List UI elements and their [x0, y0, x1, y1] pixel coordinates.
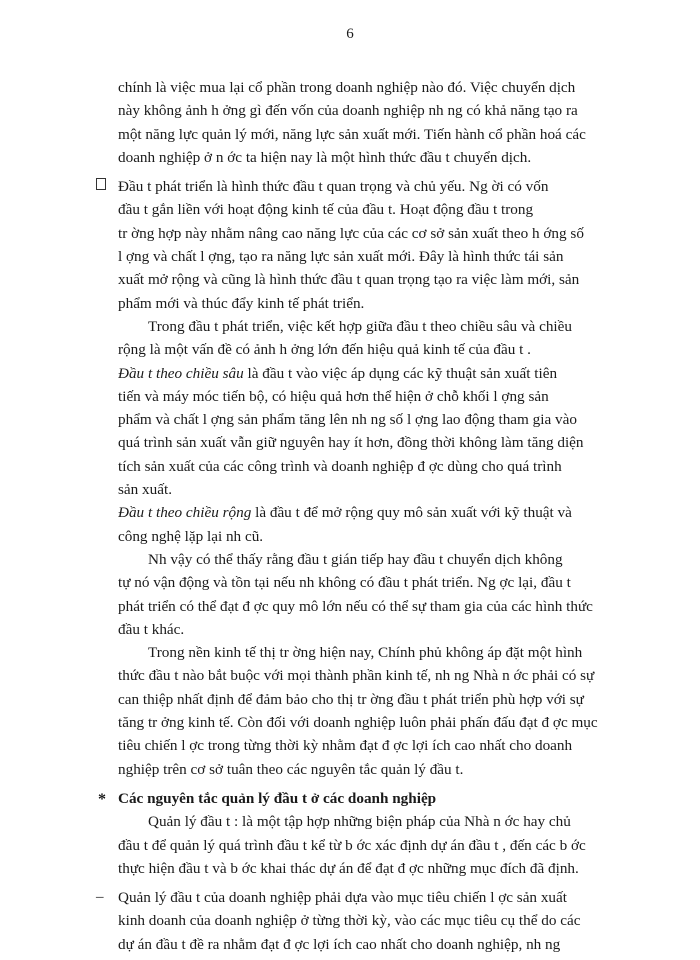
text-line: tự nó vận động và tồn tại nếu nh không có đầu t phát triển. Ng ợc lại, đầu t — [118, 574, 571, 592]
text-line: tăng tr ởng kinh tế. Còn đối với doanh nghiệp luôn phải phấn đấu đạt đ ợc mục — [118, 714, 598, 732]
text-line: quá trình sản xuất vẫn giữ nguyên hay ít hơn, đồng thời không làm tăng diện — [118, 434, 584, 452]
text-line — [118, 501, 638, 524]
term-depth-investment: Đầu t theo chiều sâu — [118, 364, 244, 382]
text-line: phẩm và chất l ợng sản phẩm tăng lên nh ng số l ợng lao động tham gia vào — [118, 411, 577, 429]
text-line: sản xuất. — [118, 481, 172, 499]
text-line: đầu t để quản lý quá trình đầu t kể từ b ớc xác định dự án đầu t , đến các b ớc — [118, 836, 586, 854]
text-line: một năng lực quản lý mới, năng lực sản xuất mới. Tiến hành cổ phần hoá các — [118, 125, 586, 143]
dash-bullet-icon: – — [96, 889, 104, 906]
text-line: l ợng và chất l ợng, tạo ra năng lực sản xuất mới. Đây là hình thức tái sản — [118, 248, 564, 266]
section-heading-text: Các nguyên tắc quản lý đầu t ở các doanh nghiệp — [118, 789, 437, 807]
bullet-management-strategy — [96, 886, 638, 956]
paragraph-management-strategy — [118, 886, 638, 956]
text-line: nghiệp trên cơ sở tuân theo các nguyên tắc quản lý đầu t. — [118, 760, 464, 778]
paragraph-management-definition — [118, 810, 638, 880]
paragraph-conclusion — [118, 548, 638, 641]
text-line: công nghệ lặp lại nh cũ. — [118, 527, 264, 545]
paragraph-depth-breadth — [118, 315, 638, 362]
text-line: Quản lý đầu t : là một tập hợp những biện pháp của Nhà n ớc hay chủ — [148, 813, 571, 831]
text-line: dự án đầu t đề ra nhằm đạt đ ợc lợi ích cao nhất cho doanh nghiệp, nh ng — [118, 935, 561, 953]
text-line: phát triển có thể đạt đ ợc quy mô lớn nếu có thể sự tham gia của các hình thức — [118, 597, 593, 615]
text-line: doanh nghiệp ở n ớc ta hiện nay là một hình thức đầu t chuyển dịch. — [118, 148, 532, 166]
page-body — [96, 76, 638, 956]
paragraph-development-investment — [118, 175, 638, 315]
text-line — [118, 362, 638, 385]
paragraph-breadth-investment — [118, 501, 638, 548]
page-number: 6 — [346, 26, 354, 42]
text-fragment: là đầu t vào việc áp dụng các kỹ thuật sản xuất tiên — [243, 364, 558, 382]
asterisk-icon: * — [98, 790, 106, 808]
bullet-development-investment — [118, 175, 638, 315]
text-line: Đầu t phát triển là hình thức đầu t quan trọng và chủ yếu. Ng ời có vốn — [118, 178, 549, 196]
text-line: tiến và máy móc tiến bộ, có hiệu quả hơn thể hiện ở chỗ khối l ợng sản — [118, 387, 549, 405]
term-breadth-investment: Đầu t theo chiều rộng — [118, 504, 252, 522]
paragraph-share-transfer — [118, 76, 638, 169]
paragraph-depth-investment — [118, 362, 638, 502]
text-line: này không ảnh h ởng gì đến vốn của doanh nghiệp nh ng có khả năng tạo ra — [118, 102, 578, 120]
text-line: phẩm mới và thúc đẩy kinh tế phát triển. — [118, 294, 365, 312]
text-line: đầu t gắn liền với hoạt động kinh tế của đầu t. Hoạt động đầu t trong — [118, 201, 534, 219]
text-line: tiêu chiến l ợc trong từng thời kỳ nhằm đạt đ ợc lợi ích cao nhất cho doanh — [118, 737, 573, 755]
text-line: tích sản xuất của các công trình và doanh nghiệp đ ợc dùng cho quá trình — [118, 457, 562, 475]
paragraph-market-economy — [118, 641, 638, 781]
text-line: xuất mở rộng và cũng là hình thức đầu t quan trọng tạo ra việc làm mới, sản — [118, 271, 580, 289]
text-fragment: là đầu t để mở rộng quy mô sản xuất với kỹ thuật và — [251, 504, 572, 522]
text-line: rộng là một vấn đề có ảnh h ởng lớn đến hiệu quả kinh tế của đầu t . — [118, 341, 531, 359]
checkbox-bullet-icon — [96, 178, 106, 190]
text-line: kinh doanh của doanh nghiệp ở từng thời kỳ, vào các mục tiêu cụ thể do các — [118, 912, 581, 930]
text-line: chính là việc mua lại cổ phần trong doanh nghiệp nào đó. Việc chuyển dịch — [118, 79, 576, 96]
text-line: Quản lý đầu t của doanh nghiệp phải dựa vào mục tiêu chiến l ợc sản xuất — [118, 889, 567, 907]
text-line: can thiệp nhất định để đảm bảo cho thị tr ờng đầu t phát triển phù hợp với sự — [118, 690, 584, 708]
text-line: đầu t khác. — [118, 620, 185, 638]
text-line: thực hiện đầu t và b ớc khai thác dự án để đạt đ ợc những mục đích đã định. — [118, 859, 579, 877]
text-line: Trong đầu t phát triển, việc kết hợp giữa đầu t theo chiều sâu và chiều — [148, 317, 572, 335]
text-line: tr ờng hợp này nhằm nâng cao năng lực của các cơ sở sản xuất theo h ớng số — [118, 224, 584, 242]
text-line: Nh vậy có thể thấy rằng đầu t gián tiếp hay đầu t chuyển dịch không — [148, 550, 563, 568]
text-line: thức đầu t nào bắt buộc với mọi thành phần kinh tế, nh ng Nhà n ớc phải có sự — [118, 667, 595, 685]
text-line: Trong nền kinh tế thị tr ờng hiện nay, Chính phủ không áp đặt một hình — [148, 644, 583, 662]
section-heading — [98, 787, 638, 810]
